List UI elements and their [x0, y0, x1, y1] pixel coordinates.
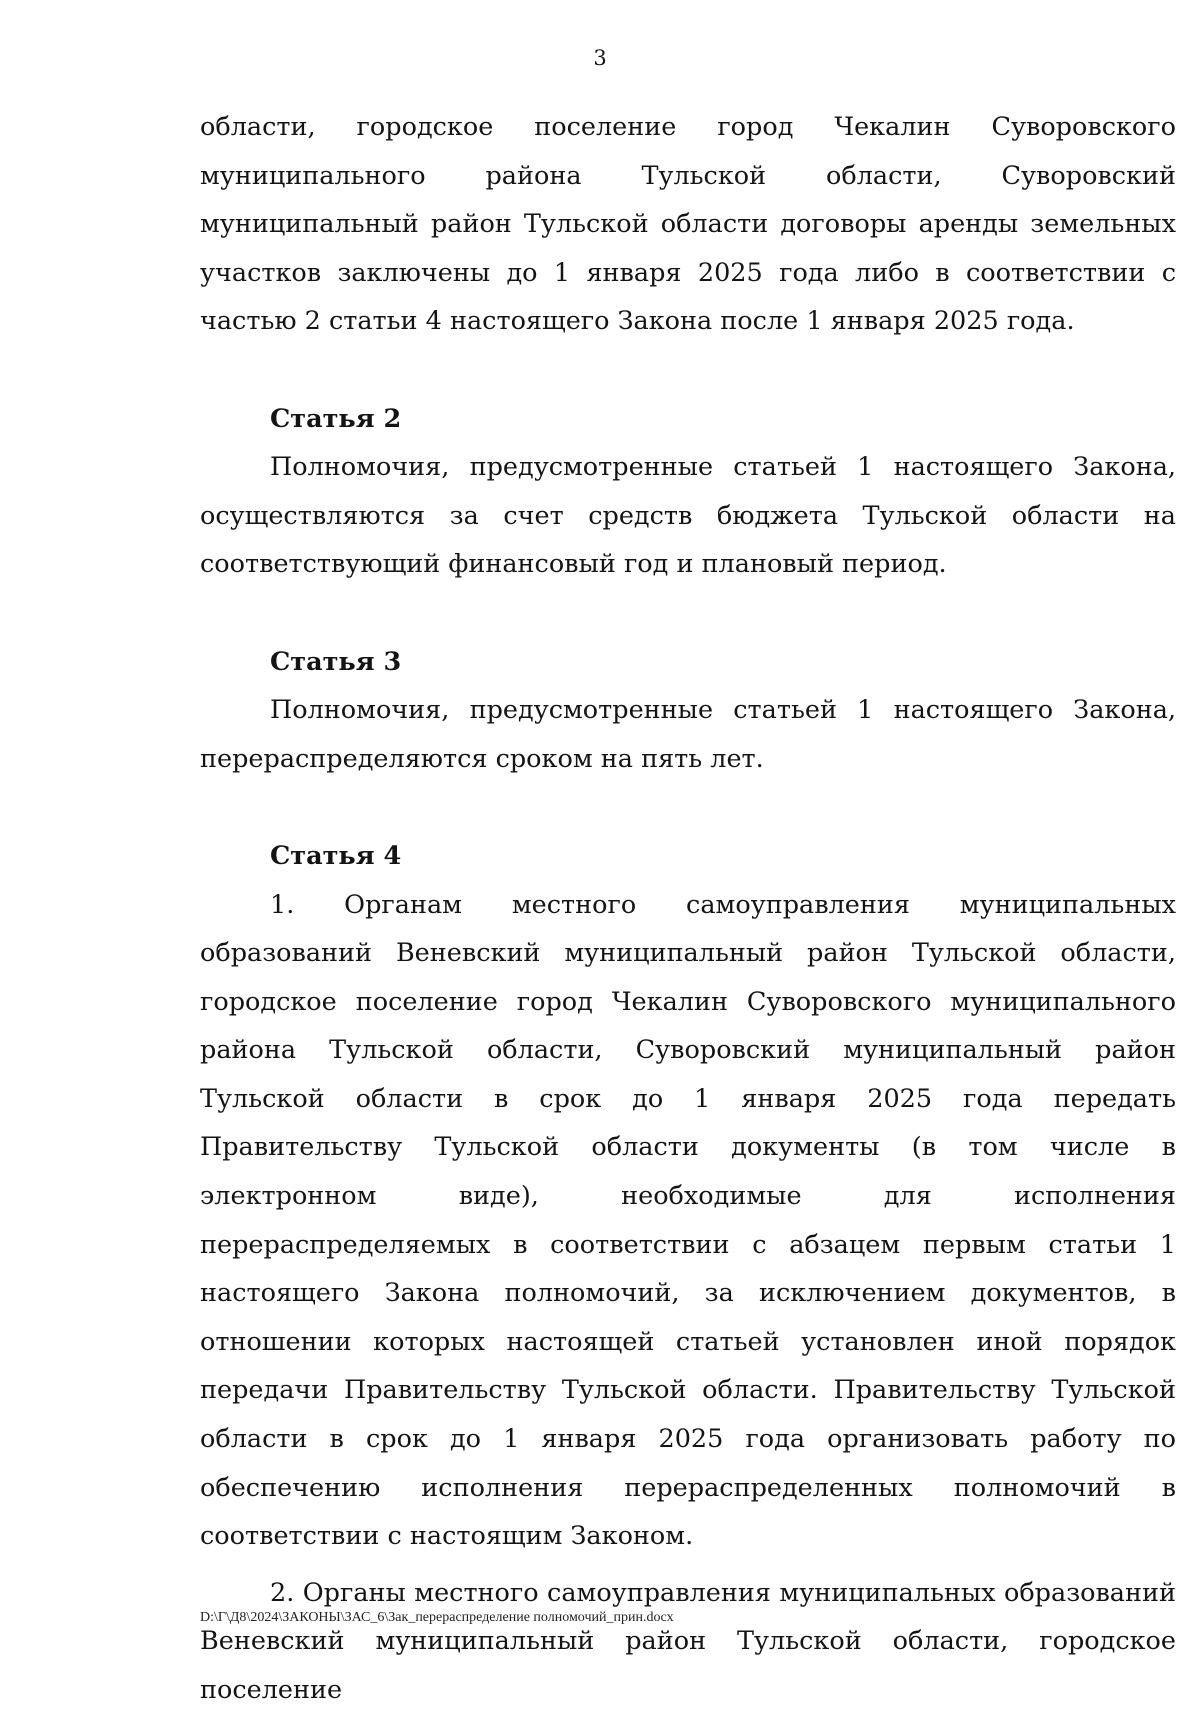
article-3-text: Полномочия, предусмотренные статьей 1 настоящего Закона, перераспределяются сроком на пять лет.: [200, 695, 1176, 774]
file-path-footer: D:\Г\Д8\2024\ЗАКОНЫ\ЗАС_6\Зак_перераспределение полномочий_прин.docx: [200, 1610, 674, 1625]
article-3-heading: Статья 3: [270, 646, 402, 677]
spacer: [200, 1561, 1176, 1569]
paragraph-continued: области, городское поселение город Чекалин Суворовского муниципального района Тульской области, Суворовский муниципальный район Тульской области договоры аренды земельных участков заключены до 1 января 2025 года либо в соответствии с частью 2 статьи 4 настоящего Закона после 1 января 2025 года.: [200, 112, 1176, 337]
spacer: [200, 589, 1176, 638]
article-4-paragraph-2: 2. Органы местного самоуправления муниципальных образований Веневский муниципальный район Тульской области, городское поселение: [200, 1577, 1176, 1705]
page-number: 3: [593, 46, 607, 70]
article-2-text: Полномочия, предусмотренные статьей 1 настоящего Закона, осуществляются за счет средств бюджета Тульской области на соответствующий финансовый год и плановый период.: [200, 452, 1176, 580]
article-4-heading: Статья 4: [270, 840, 402, 871]
spacer: [200, 783, 1176, 832]
spacer: [200, 346, 1176, 395]
article-2-heading: Статья 2: [270, 403, 402, 434]
document-body: [200, 103, 1176, 1715]
article-4-paragraph-1: 1. Органам местного самоуправления муниципальных образований Веневский муниципальный район Тульской области, городское поселение город Чекалин Суворовского муниципального района Тульской области, Суворовский муниципальный район Тульской области в срок до 1 января 2025 года передать Правительству Тульской области документы (в том числе в электронном виде), необходимые для исполнения перераспределяемых в соответствии с абзацем первым статьи 1 настоящего Закона полномочий, за исключением документов, в отношении которых настоящей статьей установлен иной порядок передачи Правительству Тульской области. Правительству Тульской области в срок до 1 января 2025 года организовать работу по обеспечению исполнения перераспределенных полномочий в соответствии с настоящим Законом.: [200, 889, 1176, 1552]
